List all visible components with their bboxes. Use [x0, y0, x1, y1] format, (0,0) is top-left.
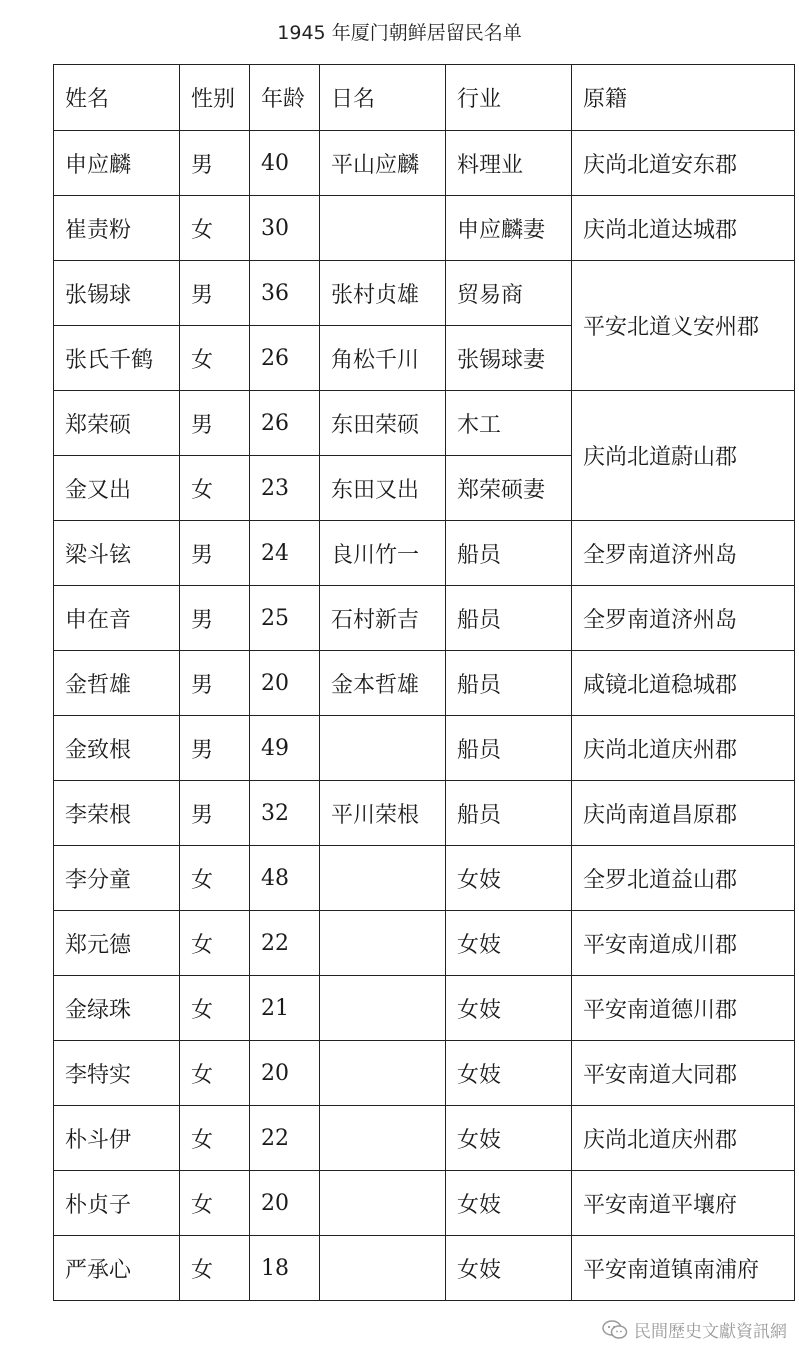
cell-name: 金致根: [54, 716, 180, 781]
cell-origin: 平安南道平壤府: [572, 1171, 795, 1236]
cell-age: 25: [250, 586, 320, 651]
cell-occupation: 船员: [446, 716, 572, 781]
table-row: [54, 1041, 795, 1106]
cell-occupation: 船员: [446, 521, 572, 586]
cell-sex: 男: [180, 131, 250, 196]
cell-occupation: 船员: [446, 651, 572, 716]
table-row: [54, 521, 795, 586]
cell-origin: 全罗北道益山郡: [572, 846, 795, 911]
cell-sex: 男: [180, 586, 250, 651]
cell-sex: 女: [180, 456, 250, 521]
cell-japanese-name: 角松千川: [320, 326, 446, 391]
cell-name: 朴斗伊: [54, 1106, 180, 1171]
cell-name: 郑荣硕: [54, 391, 180, 456]
cell-name: 梁斗铉: [54, 521, 180, 586]
cell-japanese-name: [320, 1106, 446, 1171]
cell-sex: 男: [180, 521, 250, 586]
cell-age: 23: [250, 456, 320, 521]
cell-occupation: 张锡球妻: [446, 326, 572, 391]
cell-age: 26: [250, 391, 320, 456]
cell-japanese-name: [320, 196, 446, 261]
cell-name: 朴贞子: [54, 1171, 180, 1236]
cell-occupation: 女妓: [446, 976, 572, 1041]
header-age: 年龄: [250, 65, 320, 131]
watermark-text: 民間歷史文獻資訊網: [634, 1322, 787, 1342]
cell-name: 郑元德: [54, 911, 180, 976]
cell-origin: 平安南道大同郡: [572, 1041, 795, 1106]
cell-occupation: 女妓: [446, 1106, 572, 1171]
cell-occupation: 女妓: [446, 1041, 572, 1106]
cell-occupation: 女妓: [446, 1171, 572, 1236]
cell-occupation: 贸易商: [446, 261, 572, 326]
cell-japanese-name: 平川荣根: [320, 781, 446, 846]
table-row: [54, 131, 795, 196]
cell-origin: 平安南道镇南浦府: [572, 1236, 795, 1301]
resident-roster-table: [53, 64, 795, 1301]
cell-occupation: 申应麟妻: [446, 196, 572, 261]
cell-age: 48: [250, 846, 320, 911]
cell-occupation: 郑荣硕妻: [446, 456, 572, 521]
cell-japanese-name: 东田又出: [320, 456, 446, 521]
cell-name: 张氏千鹤: [54, 326, 180, 391]
table-row: [54, 976, 795, 1041]
cell-sex: 男: [180, 651, 250, 716]
cell-origin: 平安南道德川郡: [572, 976, 795, 1041]
table-row: [54, 1106, 795, 1171]
cell-japanese-name: 张村贞雄: [320, 261, 446, 326]
cell-age: 20: [250, 651, 320, 716]
table-row: [54, 1236, 795, 1301]
cell-name: 金绿珠: [54, 976, 180, 1041]
cell-japanese-name: [320, 716, 446, 781]
cell-origin: 庆尚北道庆州郡: [572, 1106, 795, 1171]
cell-sex: 男: [180, 716, 250, 781]
cell-origin: 庆尚北道达城郡: [572, 196, 795, 261]
cell-name: 崔责粉: [54, 196, 180, 261]
cell-origin: 平安北道义安州郡: [572, 261, 795, 391]
cell-name: 申应麟: [54, 131, 180, 196]
table-row: [54, 196, 795, 261]
wechat-icon: [602, 1320, 628, 1340]
cell-age: 36: [250, 261, 320, 326]
table-row: [54, 586, 795, 651]
cell-age: 20: [250, 1041, 320, 1106]
cell-occupation: 料理业: [446, 131, 572, 196]
cell-sex: 女: [180, 196, 250, 261]
header-sex: 性别: [180, 65, 250, 131]
table-row: [54, 391, 795, 456]
table-row: [54, 261, 795, 326]
cell-age: 30: [250, 196, 320, 261]
cell-japanese-name: 良川竹一: [320, 521, 446, 586]
cell-age: 32: [250, 781, 320, 846]
cell-japanese-name: [320, 911, 446, 976]
cell-sex: 女: [180, 1106, 250, 1171]
cell-age: 40: [250, 131, 320, 196]
cell-name: 李分童: [54, 846, 180, 911]
cell-occupation: 女妓: [446, 1236, 572, 1301]
cell-name: 李特实: [54, 1041, 180, 1106]
table-row: [54, 1171, 795, 1236]
header-japanese-name: 日名: [320, 65, 446, 131]
header-origin: 原籍: [572, 65, 795, 131]
cell-japanese-name: [320, 1041, 446, 1106]
cell-name: 金又出: [54, 456, 180, 521]
cell-sex: 女: [180, 1041, 250, 1106]
cell-occupation: 木工: [446, 391, 572, 456]
watermark: [602, 1317, 787, 1342]
table-header-row: [54, 65, 795, 131]
cell-age: 21: [250, 976, 320, 1041]
cell-age: 26: [250, 326, 320, 391]
cell-age: 20: [250, 1171, 320, 1236]
cell-origin: 平安南道成川郡: [572, 911, 795, 976]
cell-sex: 男: [180, 781, 250, 846]
cell-sex: 女: [180, 976, 250, 1041]
cell-origin: 庆尚北道蔚山郡: [572, 391, 795, 521]
cell-sex: 女: [180, 911, 250, 976]
cell-name: 严承心: [54, 1236, 180, 1301]
cell-sex: 女: [180, 326, 250, 391]
cell-name: 申在音: [54, 586, 180, 651]
cell-sex: 女: [180, 1171, 250, 1236]
table-row: [54, 846, 795, 911]
header-name: 姓名: [54, 65, 180, 131]
cell-japanese-name: [320, 1171, 446, 1236]
cell-origin: 庆尚北道安东郡: [572, 131, 795, 196]
cell-sex: 男: [180, 261, 250, 326]
cell-origin: 全罗南道济州岛: [572, 586, 795, 651]
cell-origin: 全罗南道济州岛: [572, 521, 795, 586]
cell-japanese-name: 石村新吉: [320, 586, 446, 651]
cell-age: 18: [250, 1236, 320, 1301]
cell-occupation: 船员: [446, 586, 572, 651]
cell-occupation: 船员: [446, 781, 572, 846]
cell-japanese-name: 金本哲雄: [320, 651, 446, 716]
cell-name: 金哲雄: [54, 651, 180, 716]
header-occupation: 行业: [446, 65, 572, 131]
cell-name: 李荣根: [54, 781, 180, 846]
document-title: 1945 年厦门朝鲜居留民名单: [277, 22, 522, 44]
table-row: [54, 716, 795, 781]
cell-origin: 庆尚南道昌原郡: [572, 781, 795, 846]
table-row: [54, 781, 795, 846]
cell-japanese-name: 东田荣硕: [320, 391, 446, 456]
cell-age: 22: [250, 1106, 320, 1171]
table-row: [54, 651, 795, 716]
cell-sex: 女: [180, 1236, 250, 1301]
cell-japanese-name: [320, 1236, 446, 1301]
cell-age: 24: [250, 521, 320, 586]
cell-japanese-name: [320, 976, 446, 1041]
cell-age: 22: [250, 911, 320, 976]
table-row: [54, 911, 795, 976]
cell-japanese-name: 平山应麟: [320, 131, 446, 196]
cell-japanese-name: [320, 846, 446, 911]
cell-occupation: 女妓: [446, 846, 572, 911]
cell-occupation: 女妓: [446, 911, 572, 976]
cell-origin: 咸镜北道稳城郡: [572, 651, 795, 716]
cell-origin: 庆尚北道庆州郡: [572, 716, 795, 781]
cell-sex: 女: [180, 846, 250, 911]
cell-name: 张锡球: [54, 261, 180, 326]
cell-age: 49: [250, 716, 320, 781]
cell-sex: 男: [180, 391, 250, 456]
